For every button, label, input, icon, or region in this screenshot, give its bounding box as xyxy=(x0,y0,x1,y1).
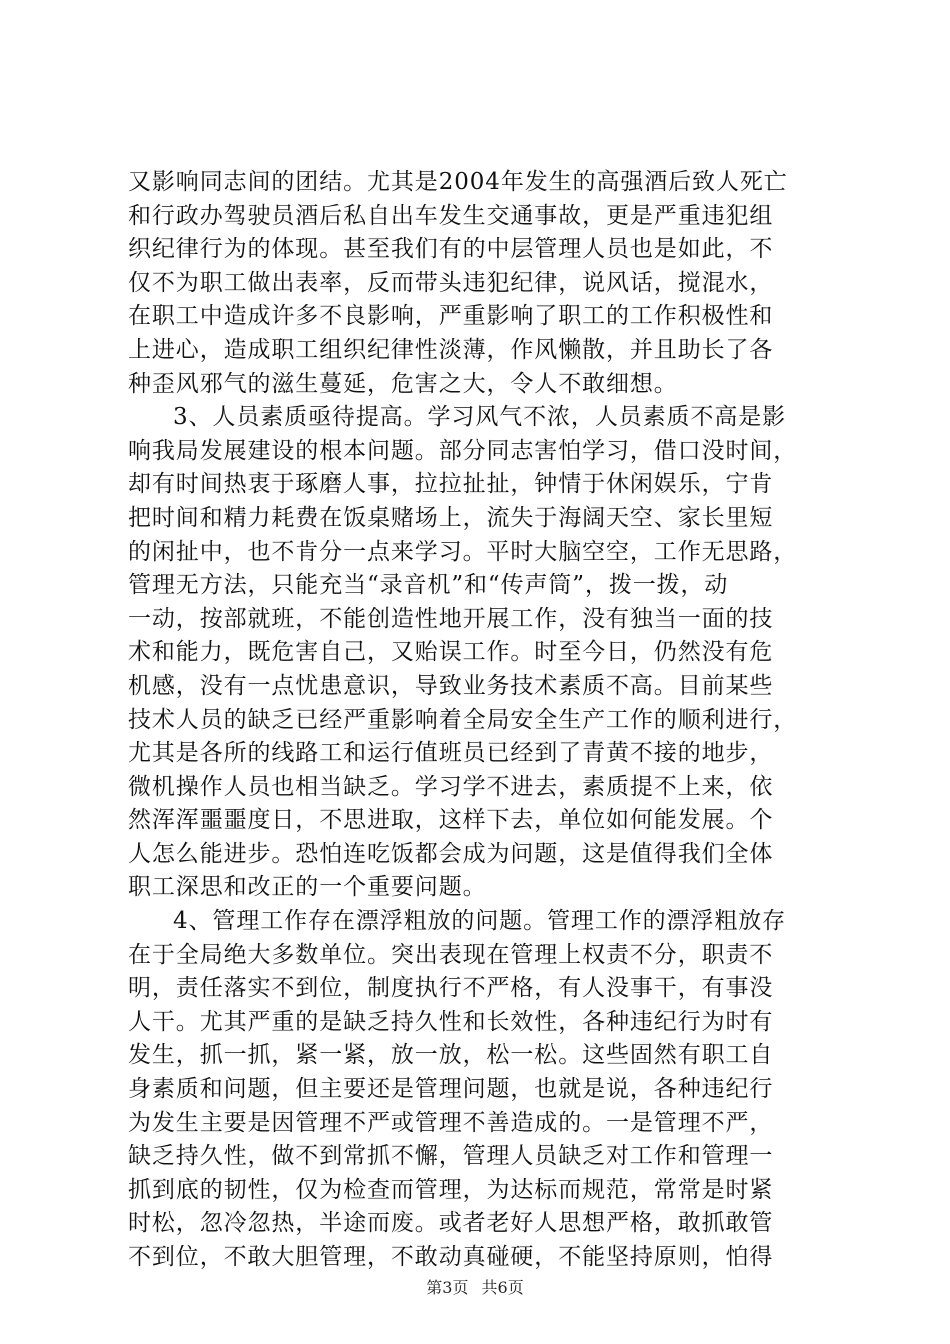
text-line: 响我局发展建设的根本问题。部分同志害怕学习，借口没时间， xyxy=(128,437,798,464)
text-line: 把时间和精力耗费在饭桌赌场上，流失于海阔天空、家长里短 xyxy=(128,504,774,531)
text-line: 时松，忽冷忽热，半途而废。或者老好人思想严格，敢抓敢管 xyxy=(128,1210,774,1237)
text-line: 又影响同志间的团结。尤其是2004年发生的高强酒后致人死亡 xyxy=(128,169,788,195)
text-line: 人怎么能进步。恐怕连吃饭都会成为问题，这是值得我们全体 xyxy=(128,840,774,867)
text-line: 织纪律行为的体现。甚至我们有的中层管理人员也是如此，不 xyxy=(128,236,774,263)
text-line: 机感，没有一点忧患意识，导致业务技术素质不高。目前某些 xyxy=(128,672,774,699)
text-line: 管理无方法，只能充当“录音机”和“传声筒”，拨一拨，动 xyxy=(128,572,729,599)
text-line: 仅不为职工做出表率，反而带头违犯纪律，说风话，搅混水， xyxy=(128,269,774,296)
text-line: 术和能力，既危害自己，又贻误工作。时至今日，仍然没有危 xyxy=(128,639,774,666)
text-line: 3、人员素质亟待提高。学习风气不浓，人员素质不高是影 xyxy=(173,404,787,431)
page-number: 第3页 xyxy=(426,1278,469,1297)
text-line: 不到位，不敢大胆管理，不敢动真碰硬，不能坚持原则，怕得 xyxy=(128,1244,774,1270)
text-line: 身素质和问题，但主要还是管理问题，也就是说，各种违纪行 xyxy=(128,1076,774,1103)
page-total: 共6页 xyxy=(481,1278,524,1297)
text-line: 在于全局绝大多数单位。突出表现在管理上权责不分，职责不 xyxy=(128,941,774,968)
text-line: 然浑浑噩噩度日，不思进取，这样下去，单位如何能发展。个 xyxy=(128,807,774,834)
text-line: 人干。尤其严重的是缺乏持久性和长效性，各种违纪行为时有 xyxy=(128,1008,774,1035)
text-line: 抓到底的韧性，仅为检查而管理，为达标而规范，常常是时紧 xyxy=(128,1176,774,1203)
text-line: 为发生主要是因管理不严或管理不善造成的。一是管理不严， xyxy=(128,1109,774,1136)
text-line: 4、管理工作存在漂浮粗放的问题。管理工作的漂浮粗放存 xyxy=(173,908,787,935)
text-line: 尤其是各所的线路工和运行值班员已经到了青黄不接的地步， xyxy=(128,740,774,767)
text-line: 微机操作人员也相当缺乏。学习学不进去，素质提不上来，依 xyxy=(128,773,774,800)
text-line: 的闲扯中，也不肯分一点来学习。平时大脑空空，工作无思路， xyxy=(128,538,798,565)
text-line: 一动，按部就班，不能创造性地开展工作，没有独当一面的技 xyxy=(128,605,774,632)
body-text xyxy=(128,166,828,1275)
text-line: 技术人员的缺乏已经严重影响着全局安全生产工作的顺利进行， xyxy=(128,706,798,733)
text-line: 职工深思和改正的一个重要问题。 xyxy=(128,874,487,901)
text-line: 和行政办驾驶员酒后私自出车发生交通事故，更是严重违犯组 xyxy=(128,202,774,229)
text-line: 明，责任落实不到位，制度执行不严格，有人没事干，有事没 xyxy=(128,975,774,1002)
text-line: 缺乏持久性，做不到常抓不懈，管理人员缺乏对工作和管理一 xyxy=(128,1143,774,1170)
text-line: 却有时间热衷于琢磨人事，拉拉扯扯，钟情于休闲娱乐，宁肯 xyxy=(128,471,774,498)
text-line: 上进心，造成职工组织纪律性淡薄，作风懒散，并且助长了各 xyxy=(128,336,774,363)
text-line: 在职工中造成许多不良影响，严重影响了职工的工作积极性和 xyxy=(128,303,774,330)
page-footer xyxy=(0,1278,950,1298)
text-line: 发生，抓一抓，紧一紧，放一放，松一松。这些固然有职工自 xyxy=(128,1042,774,1069)
text-line: 种歪风邪气的滋生蔓延，危害之大，令人不敢细想。 xyxy=(128,370,678,397)
